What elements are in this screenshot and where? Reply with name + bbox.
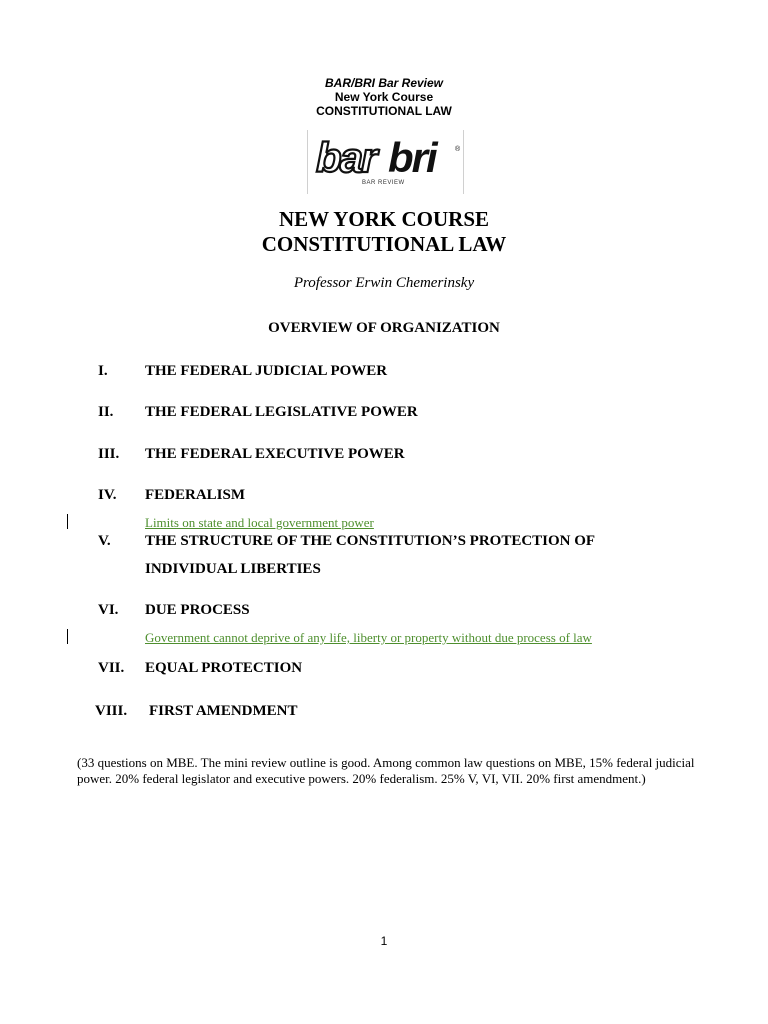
outline-numeral: VI. (98, 602, 119, 618)
outline-heading: DUE PROCESS (145, 602, 250, 618)
revision-bar (67, 629, 68, 644)
outline-heading: FIRST AMENDMENT (149, 703, 298, 719)
logo-wordmark-bar: bar (316, 134, 376, 181)
outline-numeral: IV. (98, 487, 117, 503)
outline-heading: THE FEDERAL EXECUTIVE POWER (145, 446, 405, 462)
logo-tagline: BAR REVIEW (362, 180, 405, 186)
outline-numeral: I. (98, 363, 108, 379)
overview-heading: OVERVIEW OF ORGANIZATION (268, 320, 500, 336)
professor-name: Professor Erwin Chemerinsky (293, 275, 475, 291)
outline-heading: EQUAL PROTECTION (145, 660, 303, 676)
outline-heading: FEDERALISM (145, 487, 246, 503)
outline-numeral: VIII. (95, 703, 128, 719)
outline-numeral: VII. (98, 660, 125, 676)
registered-mark: ® (455, 146, 461, 153)
outline-numeral: III. (98, 446, 120, 462)
outline-numeral: V. (98, 533, 111, 549)
outline-numeral: II. (98, 404, 114, 420)
document-title-line-1: NEW YORK COURSE (278, 207, 490, 231)
barbri-logo (307, 130, 464, 194)
federalism-note-link[interactable]: Limits on state and local government power (145, 515, 374, 530)
header-line-1: BAR/BRI Bar Review (324, 76, 444, 90)
page-number: 1 (380, 934, 388, 948)
outline-heading: THE FEDERAL LEGISLATIVE POWER (145, 404, 418, 420)
document-title-line-2: CONSTITUTIONAL LAW (261, 232, 507, 256)
outline-heading: THE STRUCTURE OF THE CONSTITUTION’S PROTECTION OF (145, 533, 596, 549)
revision-bar (67, 514, 68, 529)
outline-heading: THE FEDERAL JUDICIAL POWER (145, 363, 388, 379)
outline-heading-continued: INDIVIDUAL LIBERTIES (145, 561, 321, 577)
due-process-note-link[interactable]: Government cannot deprive of any life, liberty or property without due process of law (145, 630, 592, 645)
logo-wordmark-bri: bri (388, 134, 436, 181)
mbe-summary-note: (33 questions on MBE. The mini review outline is good. Among common law questions on MBE, 15% federal judicial power. 20% federal legislator and executive powers. 20% federalism. 25% V, VI, VII. 20% first amendment.) (77, 755, 695, 786)
barbri-logo-graphic (312, 134, 462, 190)
header-line-3: CONSTITUTIONAL LAW (316, 104, 452, 118)
header-line-2: New York Course (334, 90, 434, 104)
